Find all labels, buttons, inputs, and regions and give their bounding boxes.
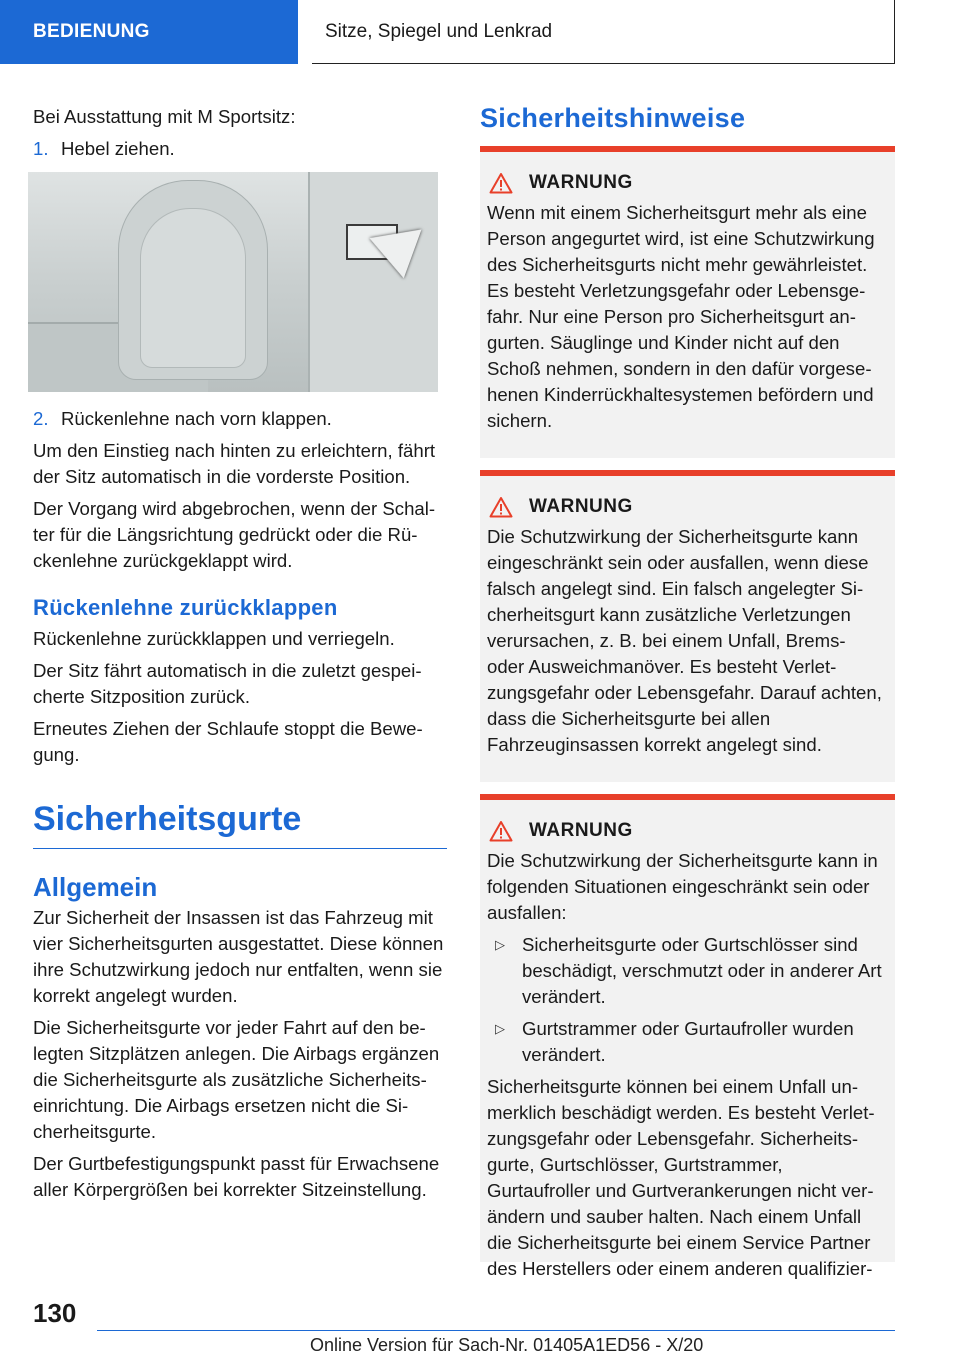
warning-triangle-icon — [489, 496, 513, 518]
paragraph: Der Gurtbefestigungspunkt passt für Erwachsene aller Körpergrößen bei korrekter Sitzeinstellung. — [33, 1153, 440, 1200]
warning-text: Sicherheitsgurte können bei einem Unfall unmerklich beschädigt werden. Es besteht Verletzungsgefahr oder Lebensgefahr. Sicherheitsgurte, Gurtschlösser, Gurtstrammer, Gurtaufroller und Gurtverankerungen nicht verändern und sauber halten. Nach einem Unfall die Sicherheitsgurte bei einem Service Partner des Herstellers oder einem anderen qualifizier- — [487, 1076, 875, 1279]
paragraph: Rückenlehne zurückklappen und verriegeln. — [33, 628, 395, 649]
warning-triangle-icon — [489, 820, 513, 842]
paragraph: Der Vorgang wird abgebrochen, wenn der Schalter für die Längsrichtung gedrückt oder die Rückenlehne zurückgeklappt wird. — [33, 498, 436, 571]
warning-text: Die Schutzwirkung der Sicherheitsgurte kann eingeschränkt sein oder ausfallen, wenn diese falsch angelegt sind. Ein falsch angelegter Sicherheitsgurt kann zusätzliche Verletzungen verursachen, z. B. bei einem Unfall, Brems- oder Ausweichmanöver. Es besteht Verletzungsgefahr oder Lebensgefahr. Darauf achten, dass die Sicherheitsgurte bei allen Fahrzeuginsassen korrekt angelegt sind. — [487, 526, 882, 755]
warning-bullet-list — [495, 932, 887, 1068]
warning-triangle-icon — [489, 172, 513, 194]
subsection-heading: Rückenlehne zurückklappen — [33, 595, 338, 620]
paragraph: Erneutes Ziehen der Schlaufe stoppt die Bewegung. — [33, 718, 423, 765]
triangle-bullet-icon: ▷ — [495, 1021, 505, 1036]
left-column — [33, 104, 447, 1209]
chapter-header — [312, 0, 895, 64]
warning-header — [489, 818, 887, 844]
step-text: Rückenlehne nach vorn klappen. — [61, 408, 332, 429]
triangle-bullet-icon: ▷ — [495, 937, 505, 952]
warning-box-3 — [480, 794, 895, 1279]
paragraph: Zur Sicherheit der Insassen ist das Fahrzeug mit vier Sicherheitsgurten ausgestattet. Diese können ihre Schutzwirkung jedoch nur entfalten, wenn sie korrekt angelegt wurden. — [33, 907, 444, 1006]
warning-box-1 — [480, 146, 895, 458]
right-column — [480, 98, 895, 1279]
step-1 — [33, 136, 447, 162]
general-heading: Allgemein — [33, 872, 158, 902]
intro-text: Bei Ausstattung mit M Sportsitz: — [33, 106, 296, 127]
list-item — [495, 932, 887, 1010]
safety-heading: Sicherheitshinweise — [480, 103, 746, 133]
warning-label: WARNUNG — [529, 496, 633, 517]
seat-lever-illustration — [28, 172, 438, 392]
warning-label: WARNUNG — [529, 820, 633, 841]
warning-header — [489, 170, 887, 196]
paragraph: Die Sicherheitsgurte vor jeder Fahrt auf den belegten Sitzplätzen anlegen. Die Airbags ergänzen die Sicherheitsgurte als zusätzliche Sicherheitseinrichtung. Die Airbags ersetzen nicht die Sicherheitsgurte. — [33, 1017, 440, 1142]
step-text: Hebel ziehen. — [61, 138, 175, 159]
step-number: 1. — [33, 138, 49, 159]
page-number: 130 — [33, 1298, 77, 1328]
section-tab — [0, 0, 298, 64]
footer-divider — [97, 1330, 895, 1331]
seat-back-inner-shape — [140, 208, 246, 368]
warning-text: Die Schutzwirkung der Sicherheitsgurte kann in folgenden Situationen eingeschränkt sein oder ausfallen: — [487, 850, 878, 923]
paragraph: Um den Einstieg nach hinten zu erleichtern, fährt der Sitz automatisch in die vorderste Position. — [33, 440, 436, 487]
list-item-text: Gurtstrammer oder Gurtaufroller wurden verändert. — [522, 1018, 854, 1065]
section-heading: Sicherheitsgurte — [33, 798, 447, 849]
step-number: 2. — [33, 408, 49, 429]
list-item — [495, 1016, 887, 1068]
list-item-text: Sicherheitsgurte oder Gurtschlösser sind beschädigt, verschmutzt oder in anderer Art verändert. — [522, 934, 882, 1007]
step-2 — [33, 406, 447, 432]
warning-label: WARNUNG — [529, 172, 633, 193]
seat-side-shape — [308, 172, 438, 392]
warning-header — [489, 494, 887, 520]
paragraph: Der Sitz fährt automatisch in die zuletzt gespeicherte Sitzposition zurück. — [33, 660, 422, 707]
footer-text: Online Version für Sach-Nr. 01405A1ED56 - X/20 — [310, 1335, 704, 1355]
section-label: BEDIENUNG — [33, 21, 150, 42]
chapter-title: Sitze, Spiegel und Lenkrad — [325, 20, 553, 42]
warning-text: Wenn mit einem Sicherheitsgurt mehr als eine Person angegurtet wird, ist eine Schutzwirkung des Sicherheitsgurts nicht mehr gewährleistet. Es besteht Verletzungsgefahr oder Lebensgefahr. Nur eine Person pro Sicherheitsgurt angurten. Säuglinge und Kinder nicht auf den Schoß nehmen, sondern in den dafür vorgesehenen Kinderrückhaltesystemen befördern und sichern. — [487, 202, 875, 431]
warning-box-2 — [480, 470, 895, 782]
